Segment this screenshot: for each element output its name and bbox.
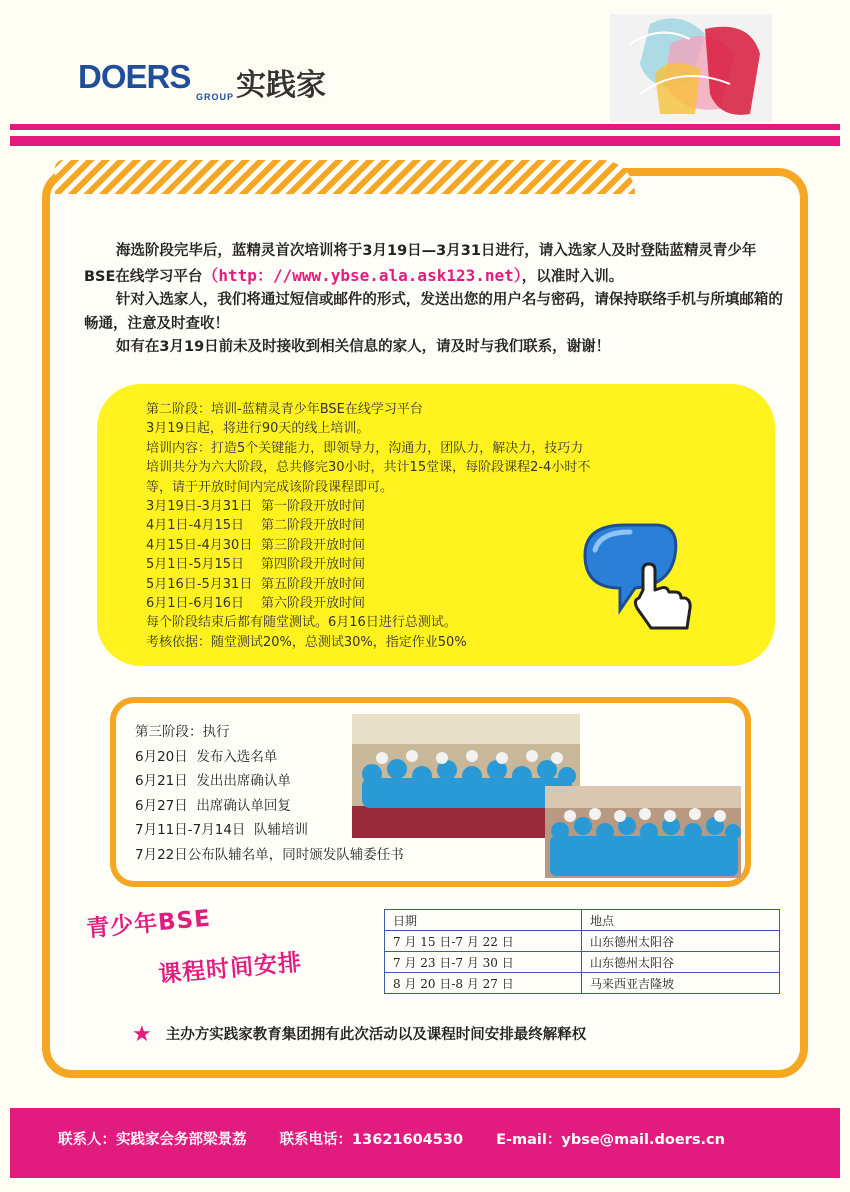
course-heading-1: 青少年BSE (85, 905, 212, 943)
intro-p1-a: 海选阶段完毕后，蓝精灵首次培训将于3月19日—3月31日进行，请入选家人及时登陆蓝精灵青少年BSE在线学习平台 (84, 243, 757, 285)
footer-email[interactable]: E-mail：ybse@mail.doers.cn (496, 1132, 725, 1148)
intro-paragraph-3: 如有在3月19日前未及时接收到相关信息的家人，请及时与我们联系，谢谢！ (115, 339, 611, 355)
footer-contact (58, 1128, 753, 1149)
footer-phone: 联系电话：13621604530 (279, 1132, 464, 1148)
logo (78, 58, 328, 106)
schedule-date: 3月19日-3月31日 (146, 499, 253, 515)
table-row (385, 973, 780, 994)
notice-text: 主办方实践家教育集团拥有此次活动以及课程时间安排最终解释权 (165, 1027, 587, 1043)
schedule-date: 6月1日-6月16日 (146, 596, 245, 612)
schedule-label: 第三阶段开放时间 (261, 537, 366, 553)
schedule-label: 第五阶段开放时间 (261, 576, 366, 592)
table-row (385, 952, 780, 973)
decorative-graphic (610, 14, 772, 122)
schedule-label: 第二阶段开放时间 (261, 518, 366, 534)
stage3-title: 第三阶段：执行 (135, 724, 230, 740)
schedule-date: 4月15日-4月30日 (146, 537, 253, 553)
cell-date: 7 月 15 日-7 月 22 日 (385, 931, 582, 952)
col-place: 地点 (582, 910, 780, 931)
intro-paragraph-1 (84, 240, 784, 289)
footer-contact-person: 联系人：实践家会务部梁景荔 (58, 1132, 247, 1148)
cell-place: 山东德州太阳谷 (582, 931, 780, 952)
stage3-item: 6月20日 发布入选名单 (135, 748, 278, 765)
header-band-thin (10, 124, 840, 130)
group-photo-2 (545, 786, 741, 878)
intro-text (84, 240, 784, 360)
stage2-text (146, 400, 616, 652)
stage2-grading: 考核依据：随堂测试20%，总测试30%，指定作业50% (146, 634, 467, 650)
schedule-label: 第四阶段开放时间 (261, 557, 366, 573)
schedule-date: 4月1日-4月15日 (146, 518, 245, 534)
stage3-item: 6月21日 发出出席确认单 (135, 773, 291, 790)
schedule-row (146, 516, 616, 535)
table-header-row (385, 910, 780, 931)
cell-date: 8 月 20 日-8 月 27 日 (385, 973, 582, 994)
cell-place: 山东德州太阳谷 (582, 952, 780, 973)
speech-bubble-hand-icon (575, 510, 695, 640)
stage3-item: 6月27日 出席确认单回复 (135, 797, 291, 814)
stage2-test: 每个阶段结束后都有随堂测试。6月16日进行总测试。 (146, 615, 457, 631)
logo-brand: DOERS (78, 58, 191, 95)
stage2-schedule (146, 497, 616, 613)
schedule-row (146, 497, 616, 516)
stage2-plan-b: 等，请于开放时间内完成该阶段课程即可。 (146, 479, 394, 495)
stage2-start: 3月19日起，将进行90天的线上培训。 (146, 421, 370, 437)
schedule-label: 第一阶段开放时间 (261, 499, 366, 515)
schedule-row (146, 575, 616, 594)
stage2-content: 培训内容：打造5个关键能力，即领导力，沟通力，团队力，解决力，技巧力 (146, 440, 584, 456)
schedule-date: 5月1日-5月15日 (146, 557, 245, 573)
cell-date: 7 月 23 日-7 月 30 日 (385, 952, 582, 973)
table-row (385, 931, 780, 952)
schedule-date: 5月16日-5月31日 (146, 576, 253, 592)
notice (132, 1022, 586, 1047)
star-icon: ★ (132, 1022, 152, 1047)
schedule-label: 第六阶段开放时间 (261, 596, 366, 612)
platform-link[interactable]: （http：//www.ybse.ala.ask123.net） (202, 265, 522, 285)
schedule-row (146, 536, 616, 555)
logo-cn: 实践家 (236, 68, 326, 103)
intro-p1-b: ，以准时入训。 (521, 268, 624, 285)
schedule-row (146, 594, 616, 613)
cell-place: 马来西亚吉隆坡 (582, 973, 780, 994)
stage2-title: 第二阶段：培训-蓝精灵青少年BSE在线学习平台 (146, 402, 423, 417)
frame-stripes (55, 160, 635, 194)
header-band-thick (10, 136, 840, 146)
course-heading-2: 课程时间安排 (157, 949, 304, 989)
col-date: 日期 (385, 910, 582, 931)
intro-paragraph-2: 针对入选家人，我们将通过短信或邮件的形式，发送出您的用户名与密码，请保持联络手机与所填邮箱的畅通，注意及时查收！ (84, 292, 783, 332)
stage3-item: 7月11日-7月14日 队辅培训 (135, 822, 308, 839)
schedule-row (146, 555, 616, 574)
stage3-item: 7月22日公布队辅名单，同时颁发队辅委任书 (135, 846, 404, 863)
stage2-plan-a: 培训共分为六大阶段，总共修完30小时，共计15堂课，每阶段课程2-4小时不 (146, 460, 591, 476)
logo-sub: GROUP (196, 92, 235, 102)
course-table (384, 909, 780, 994)
